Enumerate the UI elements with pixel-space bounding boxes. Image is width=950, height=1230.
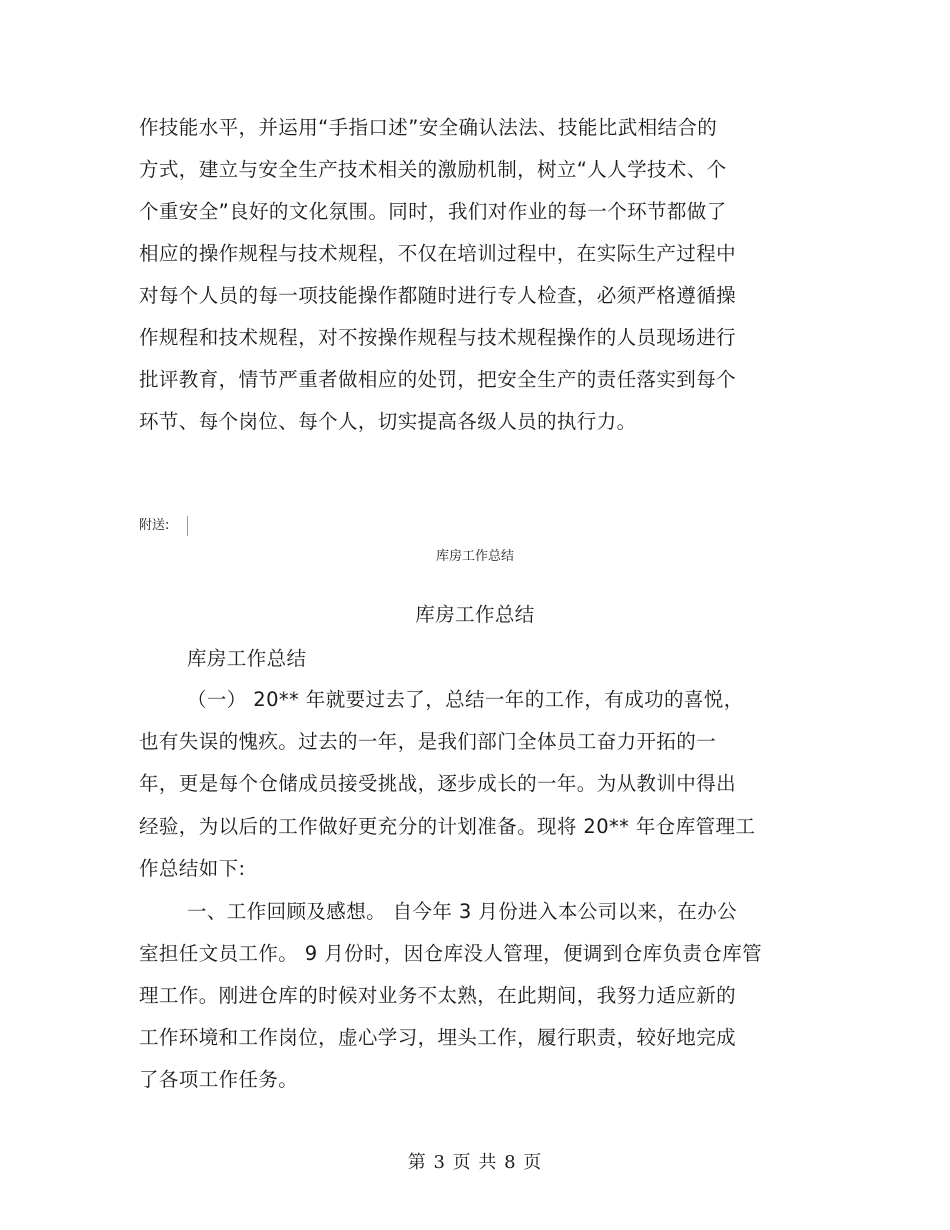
text-line: 作总结如下: xyxy=(139,857,246,880)
text-line: 年，更是每个仓储成员接受挑战，逐步成长的一年。为从教训中得出 xyxy=(139,772,737,795)
main-title: 库房工作总结 xyxy=(415,603,535,626)
text-line: 对每个人员的每一项技能操作都随时进行专人检查，必须严格遵循操 xyxy=(139,284,737,307)
text-line: 个重安全”良好的文化氛围。同时，我们对作业的每一个环节都做了 xyxy=(139,200,727,223)
text-line: 理工作。刚进仓库的时候对业务不太熟，在此期间，我努力适应新的 xyxy=(139,984,737,1007)
subtitle: 库房工作总结 xyxy=(187,647,307,670)
text-line: 方式，建立与安全生产技术相关的激励机制，树立“人人学技术、个 xyxy=(139,158,727,181)
text-line: 相应的操作规程与技术规程，不仅在培训过程中，在实际生产过程中 xyxy=(139,242,737,265)
text-line: 环节、每个岗位、每个人，切实提高各级人员的执行力。 xyxy=(139,410,637,433)
text-cursor xyxy=(187,516,188,536)
page-number: 第 3 页 共 8 页 xyxy=(407,1152,543,1173)
text-line: 工作环境和工作岗位，虚心学习，埋头工作，履行职责，较好地完成 xyxy=(139,1026,737,1049)
text-line: 室担任文员工作。 9 月份时，因仓库没人管理，便调到仓库负责仓库管 xyxy=(139,942,763,965)
text-line: 了各项工作任务。 xyxy=(139,1068,299,1091)
small-title: 库房工作总结 xyxy=(435,549,514,564)
text-line: 作规程和技术规程，对不按操作规程与技术规程操作的人员现场进行 xyxy=(139,326,737,349)
text-line: （一） 20** 年就要过去了，总结一年的工作，有成功的喜悦， xyxy=(187,688,744,711)
text-line: 经验，为以后的工作做好更充分的计划准备。现将 20** 年仓库管理工 xyxy=(139,815,756,838)
text-line: 批评教育，情节严重者做相应的处罚，把安全生产的责任落实到每个 xyxy=(139,368,737,391)
text-line: 一、工作回顾及感想。 自今年 3 月份进入本公司以来，在办公 xyxy=(187,900,738,923)
text-line: 作技能水平，并运用“手指口述”安全确认法法、技能比武相结合的 xyxy=(139,116,718,139)
attachment-label: 附送: xyxy=(139,518,170,533)
text-line: 也有失误的愧疚。过去的一年，是我们部门全体员工奋力开拓的一 xyxy=(139,730,717,753)
